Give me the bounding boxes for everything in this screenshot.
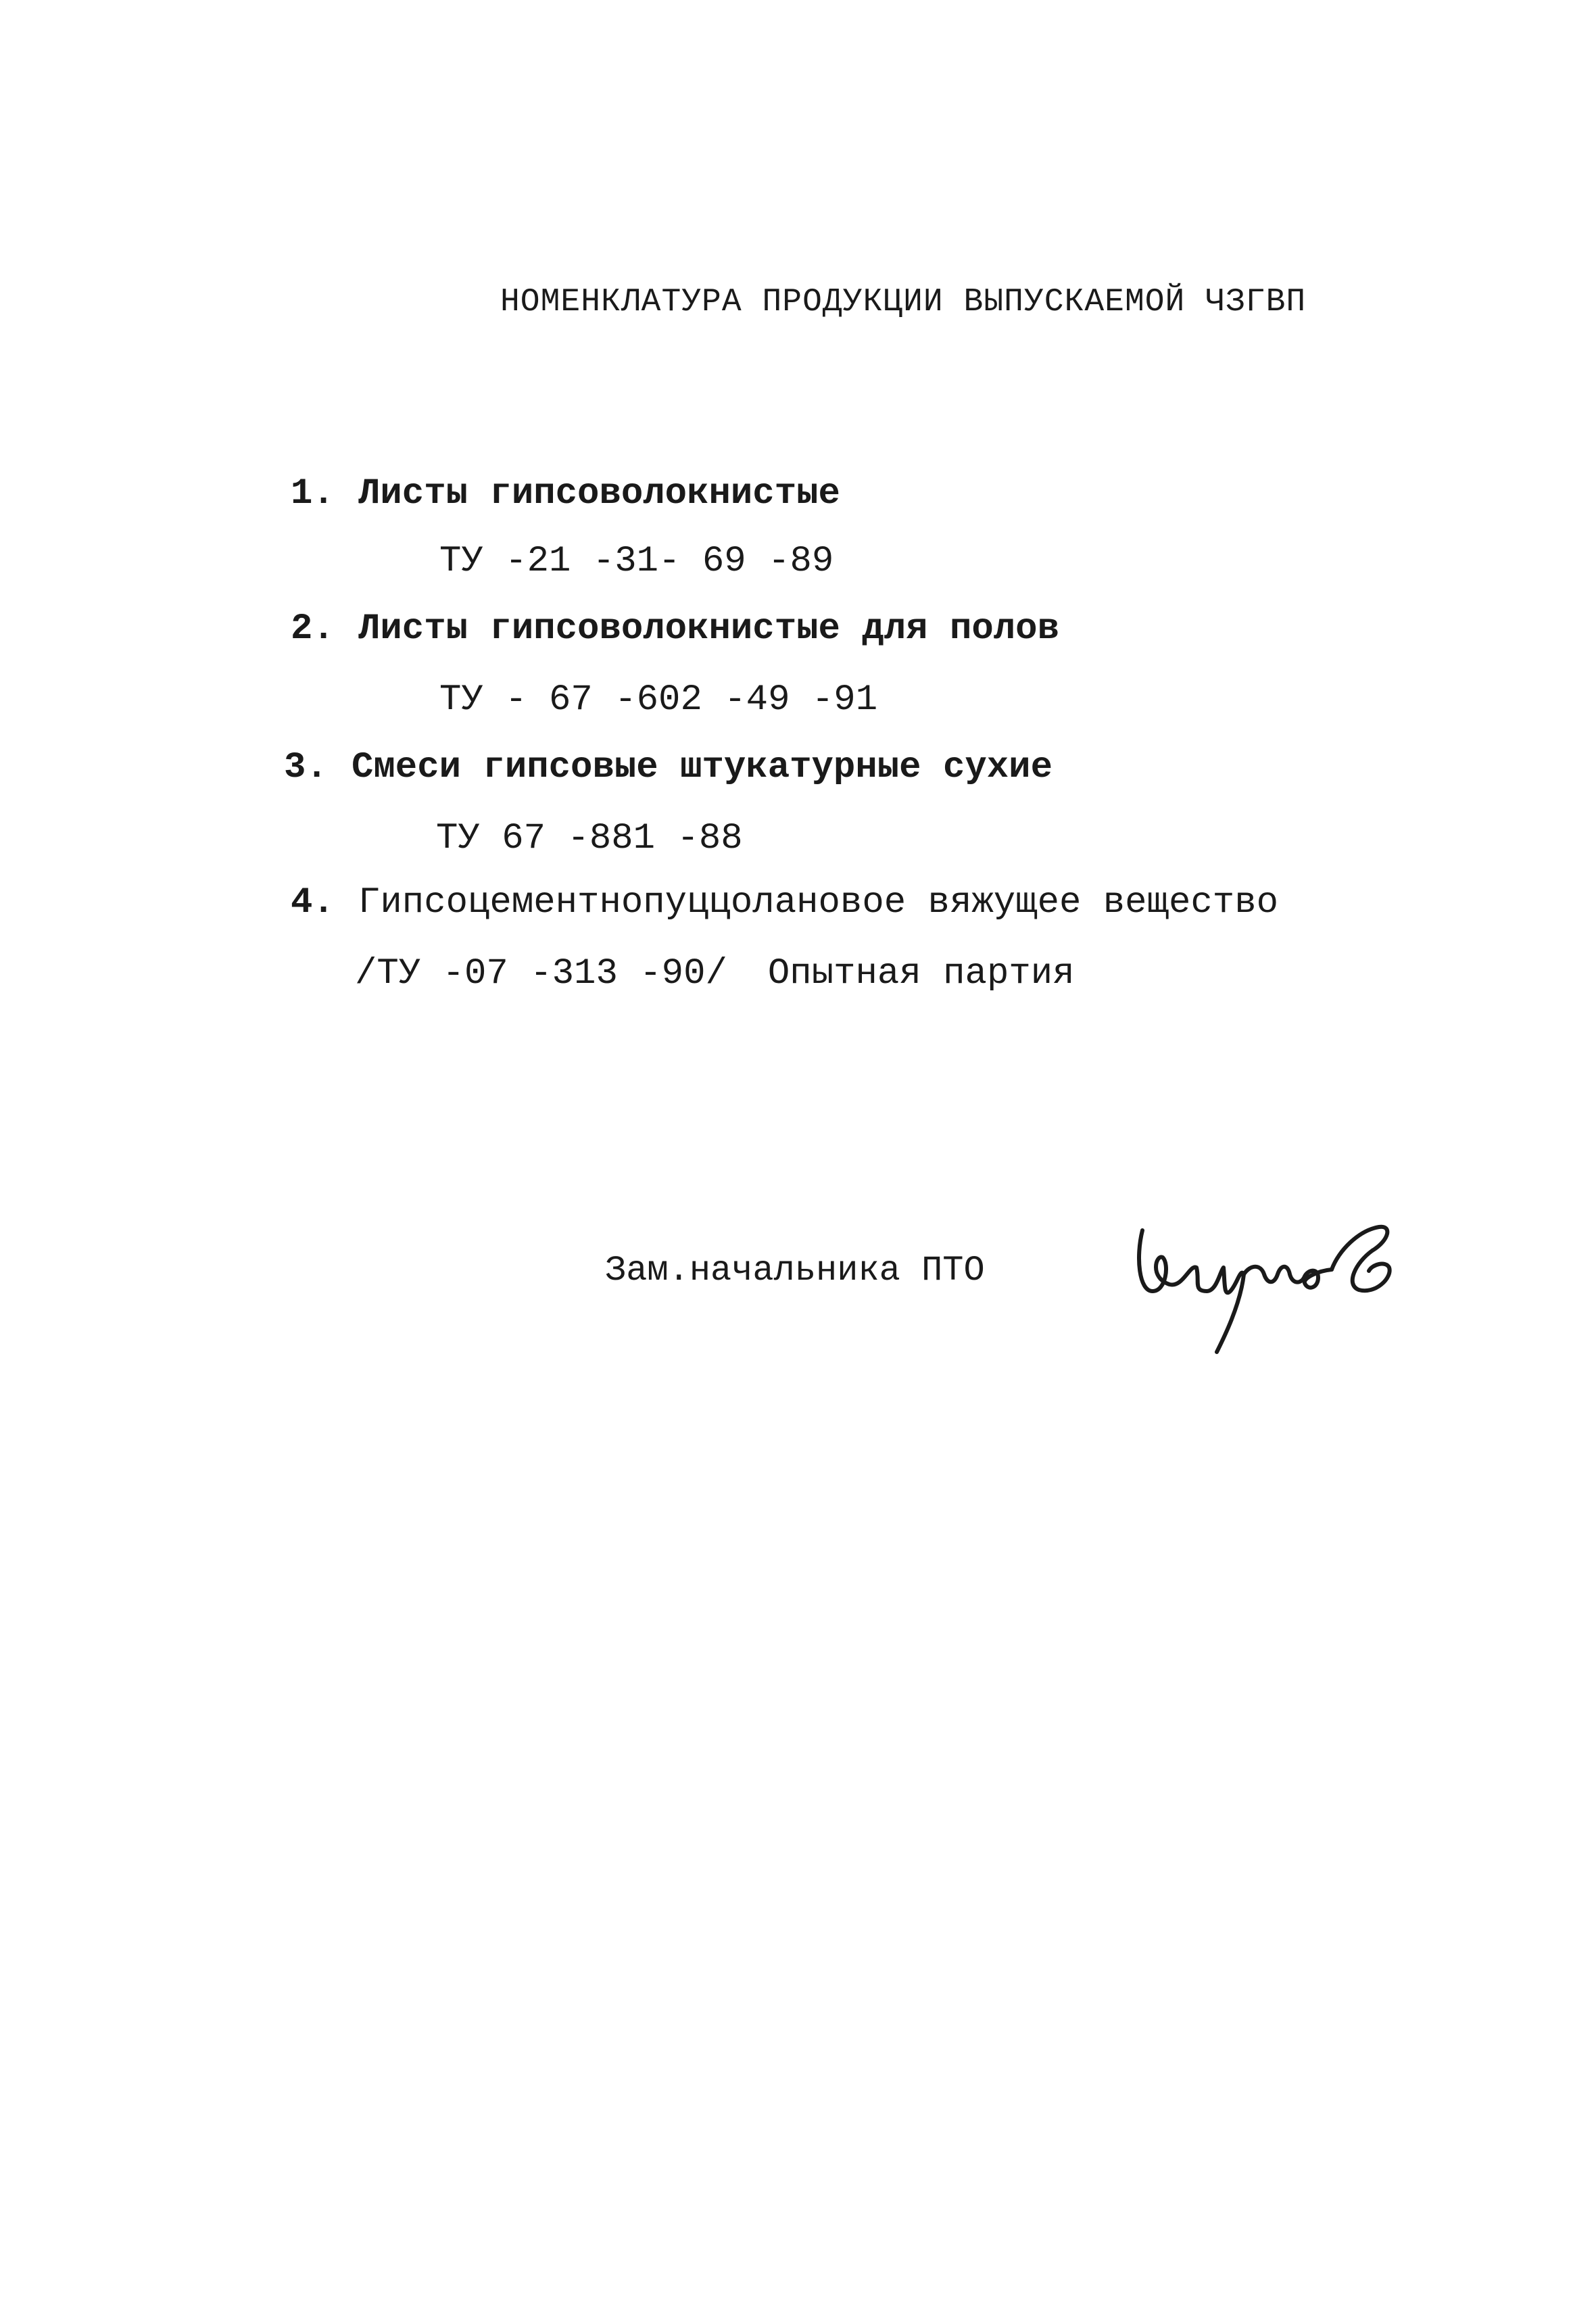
item-name: Гипсоцементнопуццолановое вяжущее вещество: [358, 882, 1279, 923]
list-item-1: [291, 473, 840, 514]
item-spec-2: ТУ - 67 -602 -49 -91: [439, 679, 878, 721]
item-number: 3.: [284, 747, 328, 788]
signatory-position: Зам.начальника ПТО: [605, 1251, 985, 1290]
document-title: НОМЕНКЛАТУРА ПРОДУКЦИИ ВЫПУСКАЕМОЙ ЧЗГВП: [500, 284, 1307, 320]
item-number: 2.: [291, 608, 335, 650]
item-spec-4: [355, 953, 1075, 994]
list-item-4: [291, 882, 1278, 923]
item-spec-1: ТУ -21 -31- 69 -89: [439, 541, 834, 582]
item-name: Листы гипсоволокнистые для полов: [358, 608, 1059, 650]
item-number: 1.: [291, 473, 335, 514]
item-number: 4.: [291, 882, 335, 923]
item-spec-3: ТУ 67 -881 -88: [436, 818, 743, 859]
item-name: Листы гипсоволокнистые: [358, 473, 840, 514]
handwritten-signature: [1115, 1190, 1413, 1359]
list-item-3: [284, 747, 1053, 788]
item-name: Смеси гипсовые штукатурные сухие: [352, 747, 1053, 788]
item-spec-code: /ТУ -07 -313 -90/: [355, 953, 727, 994]
list-item-2: [291, 608, 1059, 650]
item-note: Опытная партия: [767, 953, 1075, 994]
